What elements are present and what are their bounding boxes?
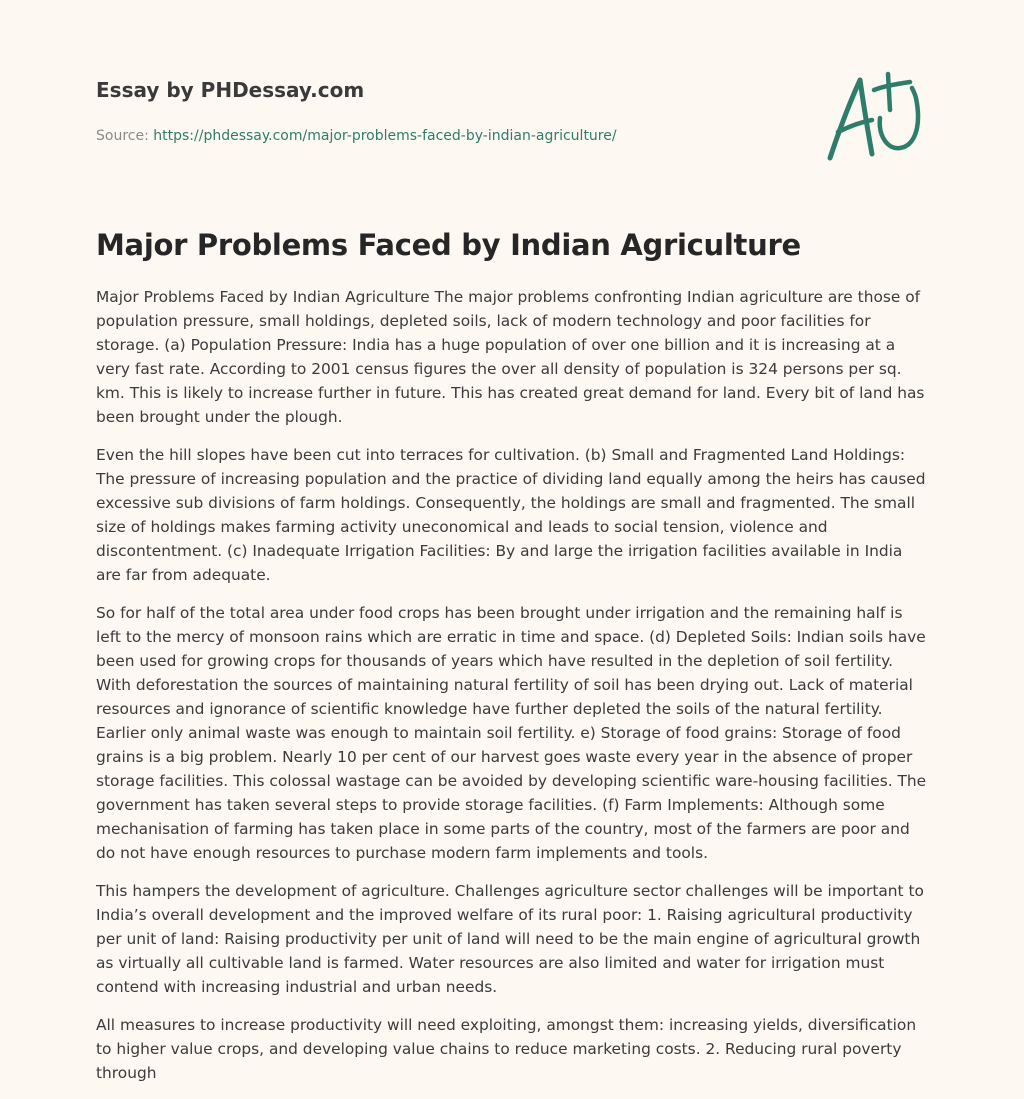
paragraph: Even the hill slopes have been cut into terraces for cultivation. (b) Small and Fragmented Land Holdings: The pressure of increasing population and the practice of dividing land equally among the heirs has caused excessive sub divisions of farm holdings. Consequently, the holdings are small and fragmented. The small size of holdings makes farming activity uneconomical and leads to social tension, violence and discontentment. (c) Inadequate Irrigation Facilities: By and large the irrigation facilities available in India are far from adequate. [96,446,926,584]
source-label: Source: [96,128,154,144]
page-header [96,76,696,146]
paragraph: So for half of the total area under food crops has been brought under irrigation and the remaining half is left to the mercy of monsoon rains which are erratic in time and space. (d) Depleted Soils: Indian soils have been used for growing crops for thousands of years which have resulted in the depletion of soil fertility. With deforestation the sources of maintaining natural fertility of soil has been drying out. Lack of material resources and ignorance of scientific knowledge have further depleted the soils of the natural fertility. Earlier only animal waste was enough to maintain soil fertility. e) Storage of food grains: Storage of food grains is a big problem. Nearly 10 per cent of our harvest goes waste every year in the absence of proper storage facilities. This colossal wastage can be avoided by developing scientific ware-housing facilities. The government has taken several steps to provide storage facilities. (f) Farm Implements: Although some mechanisation of farming has taken place in some parts of the country, most of the farmers are poor and do not have enough resources to purchase modern farm implements and tools. [96,604,927,862]
site-title: Essay by PHDessay.com [96,78,365,102]
source-link[interactable]: https://phdessay.com/major-problems-faced-by-indian-agriculture/ [153,128,617,144]
article-title: Major Problems Faced by Indian Agriculture [96,228,801,262]
article-body [96,285,932,1099]
paragraph: Major Problems Faced by Indian Agriculture The major problems confronting Indian agriculture are those of population pressure, small holdings, depleted soils, lack of modern technology and poor facilities for storage. (a) Population Pressure: India has a huge population of over one billion and it is increasing at a very fast rate. According to 2001 census figures the over all density of population is 324 persons per sq. km. This is likely to increase further in future. This has created great demand for land. Every bit of land has been brought under the plough. [96,288,925,426]
paragraph: This hampers the development of agriculture. Challenges agriculture sector challenges will be important to India’s overall development and the improved welfare of its rural poor: 1. Raising agricultural productivity per unit of land: Raising productivity per unit of land will need to be the main engine of agricultural growth as virtually all cultivable land is farmed. Water resources are also limited and water for irrigation must contend with increasing industrial and urban needs. [96,882,924,996]
source-line [96,126,696,146]
a-plus-logo-icon [824,68,928,164]
paragraph: All measures to increase productivity will need exploiting, amongst them: increasing yields, diversification to higher value crops, and developing value chains to reduce marketing costs. 2. Reducing rural poverty through [96,1016,917,1082]
